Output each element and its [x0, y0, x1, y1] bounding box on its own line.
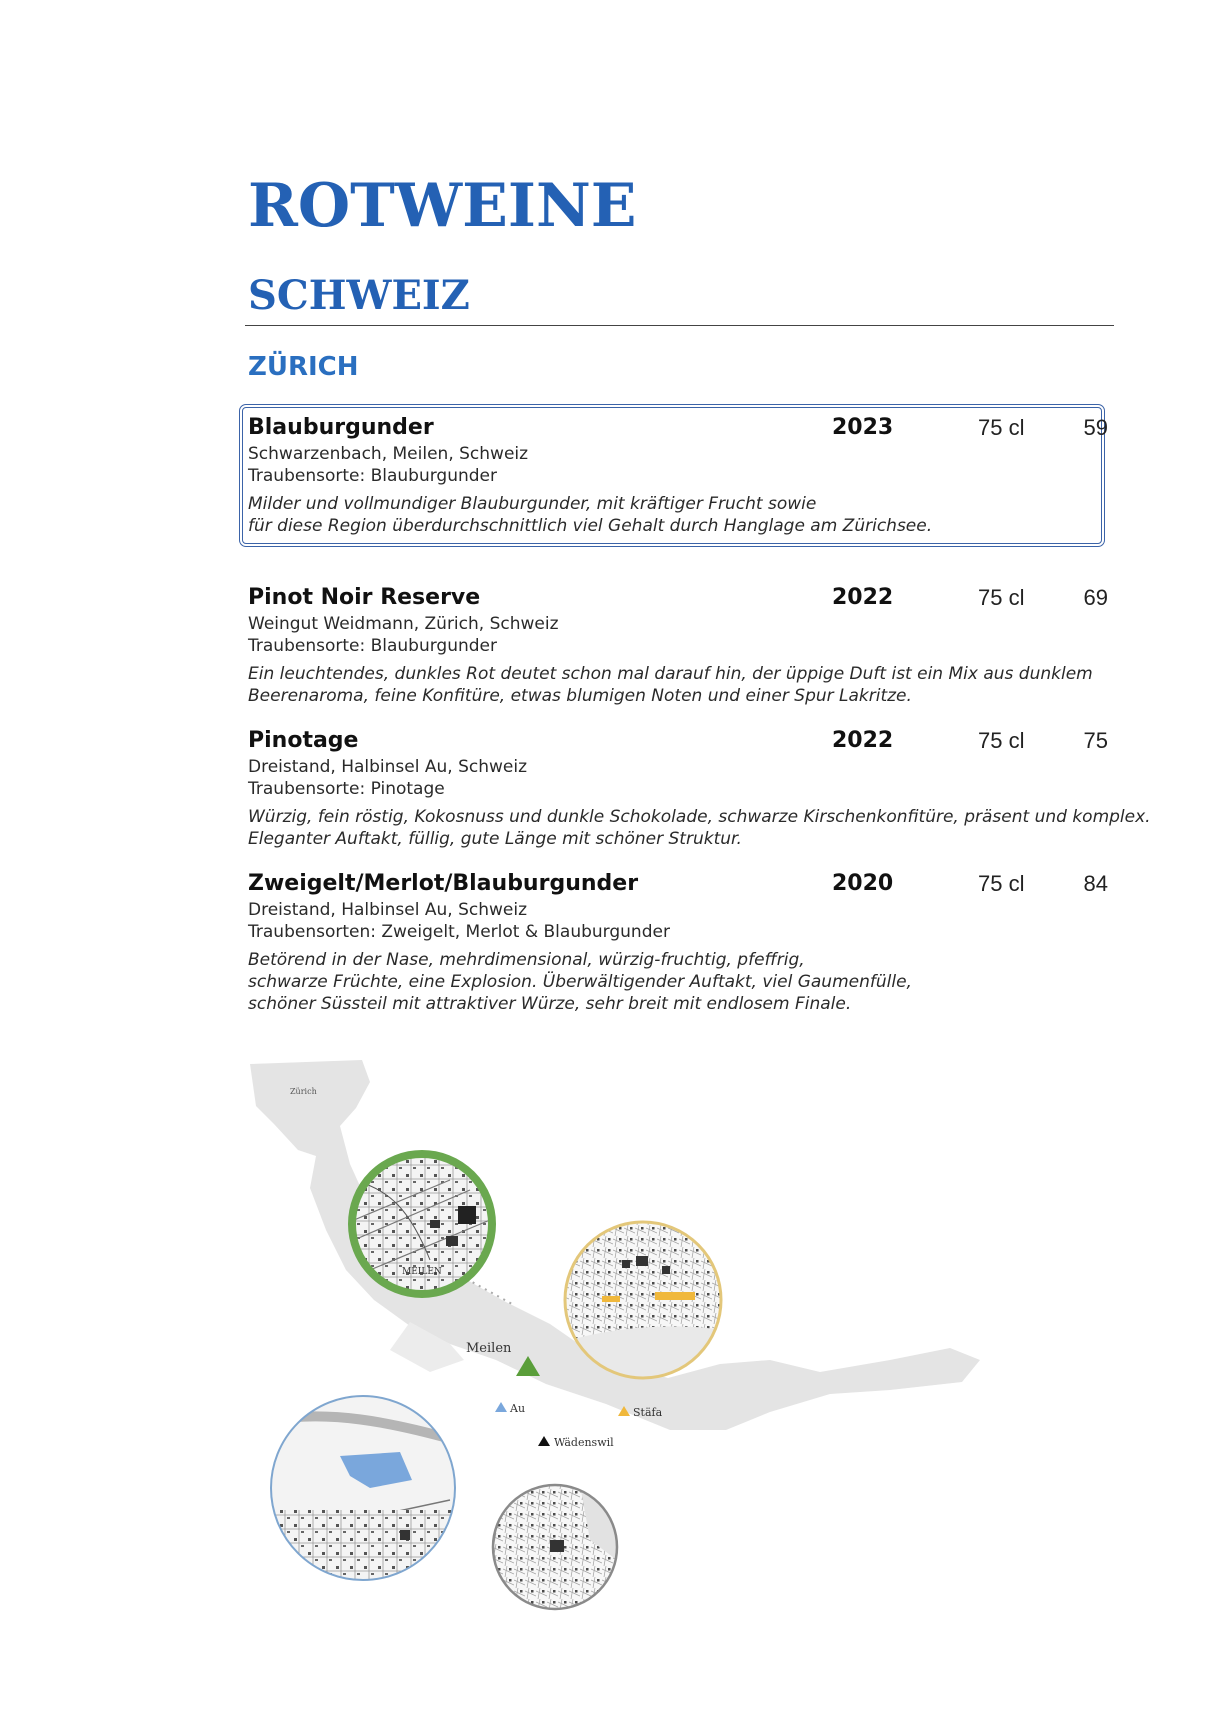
wine-name: Zweigelt/Merlot/Blauburgunder [248, 871, 639, 896]
map-label-meilen-inset: MEILEN [402, 1267, 442, 1277]
wine-grapes: Traubensorte: Blauburgunder [248, 636, 498, 656]
wine-description-line: für diese Region überdurchschnittlich viel Gehalt durch Hanglage am Zürichsee. [248, 516, 933, 536]
inset-wadenswil [493, 1485, 617, 1609]
wine-name: Pinot Noir Reserve [248, 585, 481, 610]
region-heading: ZÜRICH [248, 352, 359, 382]
au-marker-icon [495, 1402, 507, 1412]
inset-au [271, 1396, 455, 1580]
wine-size: 75 cl [978, 415, 1025, 440]
wine-size: 75 cl [978, 728, 1025, 753]
wine-name: Blauburgunder [248, 415, 434, 440]
wine-description-line: Beerenaroma, feine Konfitüre, etwas blumigen Noten und einer Spur Lakritze. [248, 686, 912, 706]
wine-size: 75 cl [978, 585, 1025, 610]
wine-size: 75 cl [978, 871, 1025, 896]
wine-year: 2023 [832, 415, 894, 440]
wine-year: 2022 [832, 728, 894, 753]
wine-description [248, 493, 1108, 537]
wine-description-line: Eleganter Auftakt, füllig, gute Länge mit schöner Struktur. [248, 829, 742, 849]
lake-zurich-map [250, 1060, 990, 1620]
wine-description [248, 663, 1108, 707]
wine-year: 2022 [832, 585, 894, 610]
wine-description-line: schwarze Früchte, eine Explosion. Überwältigender Auftakt, viel Gaumenfülle, [248, 972, 912, 992]
map-label-wadenswil: Wädenswil [554, 1436, 614, 1449]
wadenswil-marker-icon [538, 1436, 550, 1446]
wine-description-line: schöner Süssteil mit attraktiver Würze, sehr breit mit endlosem Finale. [248, 994, 852, 1014]
map-label-stafa: Stäfa [633, 1406, 663, 1419]
wine-description-line: Würzig, fein röstig, Kokosnuss und dunkle Schokolade, schwarze Kirschenkonfitüre, präsent und komplex. [248, 807, 1151, 827]
wine-price: 69 [1083, 585, 1108, 610]
country-heading: SCHWEIZ [248, 272, 470, 319]
wine-description-line: Betörend in der Nase, mehrdimensional, würzig-fruchtig, pfeffrig, [248, 950, 805, 970]
wine-description [248, 806, 1151, 850]
wine-producer: Dreistand, Halbinsel Au, Schweiz [248, 900, 527, 920]
wine-grapes: Traubensorte: Pinotage [248, 779, 445, 799]
map-label-au: Au [510, 1402, 526, 1415]
map-label-meilen: Meilen [466, 1341, 512, 1356]
wine-description-line: Ein leuchtendes, dunkles Rot deutet schon mal darauf hin, der üppige Duft ist ein Mix aus dunklem [248, 664, 1093, 684]
wine-name: Pinotage [248, 728, 359, 753]
inset-stafa [563, 1220, 723, 1380]
wine-description [248, 949, 1108, 1015]
wine-entry-pinotage [248, 728, 1151, 850]
wine-producer: Dreistand, Halbinsel Au, Schweiz [248, 757, 527, 777]
wine-entry-zweigelt-merlot-blauburgunder [248, 871, 1108, 1015]
page-title: ROTWEINE [248, 171, 637, 241]
section-divider [245, 325, 1114, 326]
wine-entry-blauburgunder [248, 415, 1108, 537]
wine-producer: Schwarzenbach, Meilen, Schweiz [248, 444, 529, 464]
wine-year: 2020 [832, 871, 894, 896]
wine-price: 84 [1083, 871, 1108, 896]
map-label-zurich: Zürich [290, 1087, 317, 1096]
wine-description-line: Milder und vollmundiger Blauburgunder, mit kräftiger Frucht sowie [248, 494, 817, 514]
wine-price: 59 [1083, 415, 1108, 440]
inset-meilen [350, 1154, 494, 1294]
wine-price: 75 [1083, 728, 1108, 753]
wine-grapes: Traubensorte: Blauburgunder [248, 466, 498, 486]
wine-producer: Weingut Weidmann, Zürich, Schweiz [248, 614, 559, 634]
wine-grapes: Traubensorten: Zweigelt, Merlot & Blauburgunder [248, 922, 670, 942]
wine-entry-pinot-noir-reserve [248, 585, 1108, 707]
